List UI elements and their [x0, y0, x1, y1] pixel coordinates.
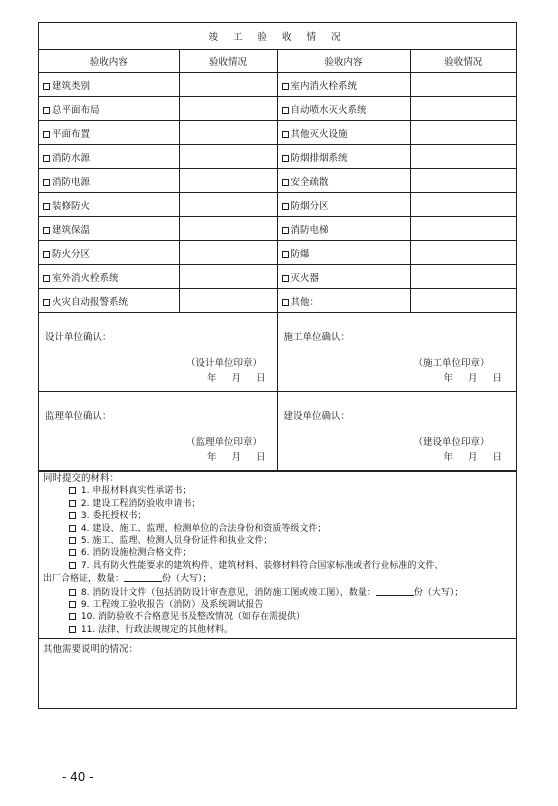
- item-label: 火灾自动报警系统: [52, 296, 129, 308]
- item-label: 防火分区: [52, 248, 91, 260]
- page-number: - 40 -: [62, 770, 94, 784]
- item-label: 安全疏散: [290, 176, 329, 188]
- checkbox[interactable]: [282, 179, 289, 186]
- sign-label: 施工单位确认：: [283, 332, 351, 343]
- construction-unit-confirm: [277, 313, 516, 392]
- item-label: 建筑保温: [52, 224, 91, 236]
- status-cell-right[interactable]: [410, 241, 516, 265]
- material-item-7-continued: 出厂合格证，数量： 份（大写）；: [43, 574, 212, 585]
- material-item: 10. 消防验收不合格意见书及整改情况（如存在需提供）: [43, 611, 512, 623]
- checkbox[interactable]: [282, 131, 289, 138]
- checklist-row: [39, 169, 516, 193]
- status-cell-left[interactable]: [179, 241, 277, 265]
- check-item-right: [277, 241, 410, 265]
- header-status-left: 验收情况: [179, 50, 277, 73]
- quantity-blank[interactable]: [376, 586, 414, 596]
- material-item: 1. 申报材料真实性承诺书；: [43, 485, 512, 497]
- check-item-left: [39, 193, 179, 217]
- stamp-text: （建设单位印章）: [413, 437, 490, 448]
- checkbox[interactable]: [43, 155, 50, 162]
- item-label: 室内消火栓系统: [290, 80, 358, 92]
- checklist-row: [39, 265, 516, 289]
- checkbox[interactable]: [282, 275, 289, 282]
- sign-label: 设计单位确认：: [45, 332, 112, 343]
- stamp-text: （监理单位印章）: [186, 437, 263, 448]
- checklist-row: [39, 193, 516, 217]
- checkbox[interactable]: [69, 562, 76, 569]
- checkbox[interactable]: [69, 549, 76, 556]
- checkbox[interactable]: [43, 227, 50, 234]
- checkbox[interactable]: [43, 275, 50, 282]
- status-cell-left[interactable]: [179, 121, 277, 145]
- checkbox[interactable]: [43, 251, 50, 258]
- header-content-right: 验收内容: [277, 50, 410, 73]
- check-item-right: [277, 217, 410, 241]
- checkbox[interactable]: [69, 589, 76, 596]
- status-cell-left[interactable]: [179, 97, 277, 121]
- material-item: 2. 建设工程消防验收申请书；: [43, 498, 512, 510]
- material-item: 7. 具有防火性能要求的建筑构件、建筑材料、装修材料符合国家标准或者行业标准的文件、: [43, 560, 512, 572]
- checklist-row: [39, 145, 516, 169]
- header-status-right: 验收情况: [410, 50, 516, 73]
- checkbox[interactable]: [282, 251, 289, 258]
- item-label: 总平面布局: [52, 104, 100, 116]
- supervision-unit-confirm: [39, 392, 277, 471]
- submitted-materials: [39, 471, 516, 638]
- checkbox[interactable]: [43, 299, 50, 306]
- checkbox[interactable]: [69, 626, 76, 633]
- item-label: 室外消火栓系统: [52, 272, 119, 284]
- status-cell-left[interactable]: [179, 289, 277, 313]
- checkbox[interactable]: [282, 83, 289, 90]
- check-item-right: [277, 121, 410, 145]
- other-notes[interactable]: [39, 638, 516, 708]
- item-label: 自动喷水灭火系统: [290, 104, 367, 116]
- status-cell-right[interactable]: [410, 121, 516, 145]
- header-content-left: 验收内容: [39, 50, 179, 73]
- material-item: 11. 法律、行政法规规定的其他材料。: [43, 624, 512, 636]
- check-item-left: [39, 73, 179, 97]
- checkbox[interactable]: [282, 155, 289, 162]
- check-item-left: [39, 121, 179, 145]
- date-text: 年 月 日: [443, 452, 503, 463]
- design-unit-confirm: [39, 313, 277, 392]
- item-label: 防爆: [290, 248, 310, 260]
- status-cell-right[interactable]: [410, 289, 516, 313]
- check-item-right: [277, 169, 410, 193]
- check-item-left: [39, 169, 179, 193]
- item-label: 灭火器: [290, 272, 320, 284]
- checkbox[interactable]: [69, 525, 76, 532]
- date-text: 年 月 日: [443, 373, 503, 384]
- checklist-row: [39, 121, 516, 145]
- item-label: 防烟排烟系统: [290, 152, 348, 164]
- checklist-row: [39, 97, 516, 121]
- acceptance-form: [38, 22, 517, 709]
- item-label: 平面布置: [52, 128, 91, 140]
- checkbox[interactable]: [43, 203, 50, 210]
- status-cell-right[interactable]: [410, 97, 516, 121]
- checklist-row: [39, 73, 516, 97]
- sign-label: 监理单位确认：: [45, 411, 112, 422]
- owner-unit-confirm: [277, 392, 516, 471]
- acceptance-table: [39, 23, 516, 471]
- status-cell-right[interactable]: [410, 193, 516, 217]
- check-item-right: [277, 73, 410, 97]
- checklist-row: [39, 241, 516, 265]
- checkbox[interactable]: [43, 131, 50, 138]
- status-cell-right[interactable]: [410, 73, 516, 97]
- check-item-left: [39, 217, 179, 241]
- checkbox[interactable]: [43, 179, 50, 186]
- stamp-text: （设计单位印章）: [186, 358, 263, 369]
- material-item: 9. 工程竣工验收报告（消防）及系统调试报告: [43, 599, 512, 611]
- item-label: 防烟分区: [290, 200, 329, 212]
- status-cell-left[interactable]: [179, 169, 277, 193]
- item-label: 消防电梯: [290, 224, 329, 236]
- form-title: 竣 工 验 收 情 况: [39, 23, 516, 50]
- check-item-left: [39, 145, 179, 169]
- status-cell-right[interactable]: [410, 265, 516, 289]
- checkbox[interactable]: [69, 601, 76, 608]
- check-item-right: [277, 289, 410, 313]
- checkbox[interactable]: [69, 500, 76, 507]
- check-item-right: [277, 97, 410, 121]
- sign-label: 建设单位确认：: [283, 411, 351, 422]
- status-cell-left[interactable]: [179, 265, 277, 289]
- item-label: 其他：: [290, 296, 320, 308]
- item-label: 装修防火: [52, 200, 91, 212]
- material-item: 8. 消防设计文件（包括消防设计审查意见，消防施工图或竣工图），数量： 份（大写）；: [43, 586, 512, 599]
- checkbox[interactable]: [282, 299, 289, 306]
- checkbox[interactable]: [43, 107, 50, 114]
- check-item-right: [277, 265, 410, 289]
- check-item-left: [39, 265, 179, 289]
- checkbox[interactable]: [69, 512, 76, 519]
- material-item: 4. 建设、施工、监理、检测单位的合法身份和资质等级文件；: [43, 523, 512, 535]
- check-item-right: [277, 145, 410, 169]
- check-item-left: [39, 289, 179, 313]
- material-item: 6. 消防设施检测合格文件；: [43, 547, 512, 559]
- checkbox[interactable]: [282, 227, 289, 234]
- status-cell-left[interactable]: [179, 193, 277, 217]
- checkbox[interactable]: [69, 613, 76, 620]
- status-cell-right[interactable]: [410, 145, 516, 169]
- checkbox[interactable]: [282, 107, 289, 114]
- checklist-row: [39, 289, 516, 313]
- date-text: 年 月 日: [207, 452, 266, 463]
- status-cell-right[interactable]: [410, 217, 516, 241]
- check-item-left: [39, 241, 179, 265]
- check-item-left: [39, 97, 179, 121]
- item-label: 其他灭火设施: [290, 128, 348, 140]
- materials-heading: 同时提交的材料：: [43, 473, 120, 484]
- check-item-right: [277, 193, 410, 217]
- checkbox[interactable]: [282, 203, 289, 210]
- material-item: 3. 委托授权书；: [43, 510, 512, 522]
- status-cell-right[interactable]: [410, 169, 516, 193]
- quantity-blank[interactable]: [124, 572, 162, 582]
- date-text: 年 月 日: [207, 373, 266, 384]
- status-cell-left[interactable]: [179, 217, 277, 241]
- checklist-row: [39, 217, 516, 241]
- status-cell-left[interactable]: [179, 73, 277, 97]
- other-notes-label: 其他需要说明的情况：: [43, 644, 139, 656]
- stamp-text: （施工单位印章）: [413, 358, 490, 369]
- status-cell-left[interactable]: [179, 145, 277, 169]
- checkbox[interactable]: [69, 487, 76, 494]
- checkbox[interactable]: [69, 537, 76, 544]
- checkbox[interactable]: [43, 83, 50, 90]
- item-label: 消防电源: [52, 176, 91, 188]
- material-item: 5. 施工、监理、检测人员身份证件和执业文件；: [43, 535, 512, 547]
- item-label: 建筑类别: [52, 80, 91, 92]
- item-label: 消防水源: [52, 152, 91, 164]
